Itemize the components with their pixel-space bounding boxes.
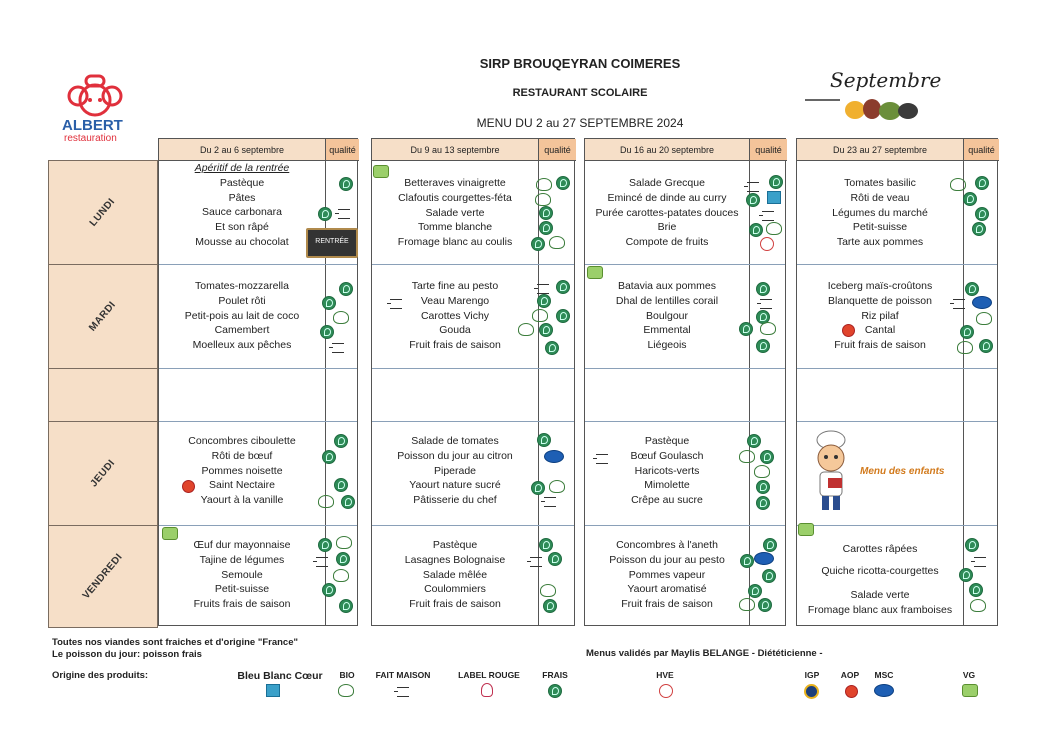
rentree-chalkboard: RENTRÉE [306,228,358,258]
homemade-icon [397,687,409,697]
bio-icon [333,311,349,324]
week-header: Du 16 au 20 septembre [585,139,749,161]
organic-icon [339,599,353,613]
organic-icon [556,309,570,323]
organic-icon [539,323,553,337]
vg-icon [373,165,389,178]
organic-icon [758,598,772,612]
organic-icon [756,339,770,353]
organic-icon [339,177,353,191]
organic-icon [322,450,336,464]
vg-icon [798,523,814,536]
quality-header: qualité [325,139,359,161]
legend-fait-maison: FAIT MAISON [375,670,431,680]
organic-icon [756,496,770,510]
label-rouge-icon [481,683,493,697]
homemade-icon [332,343,344,353]
organic-icon [972,222,986,236]
organic-icon [769,175,783,189]
organic-icon [318,538,332,552]
homemade-icon [530,557,542,567]
msc-icon [754,552,774,565]
september-logo [800,55,942,125]
bio-icon [336,536,352,549]
menu-period: MENU DU 2 au 27 SEPTEMBRE 2024 [476,116,684,130]
organic-icon [556,280,570,294]
homemade-icon [544,497,556,507]
bio-icon [338,684,354,697]
quality-header: qualité [749,139,787,161]
organic-icon [548,552,562,566]
menu-vendredi-week2: Pastèque Lasagnes Bolognaise Salade mêlée Coulommiers Fruit frais de saison [404,539,506,611]
organic-icon [537,433,551,447]
bio-icon [957,341,973,354]
menu-vendredi-week4: Carottes râpées Quiche ricotta-courgettes Salade verte Fromage blanc aux framboises [807,543,953,616]
svg-text:restauration: restauration [64,133,117,144]
homemade-icon [762,211,774,221]
msc-icon [874,684,894,697]
vg-icon [962,684,978,697]
organic-icon [539,538,553,552]
organic-icon [763,538,777,552]
homemade-icon [760,299,772,309]
organic-icon [334,478,348,492]
bio-icon [549,480,565,493]
homemade-icon [338,209,350,219]
kids-menu-label: Menu des enfants [860,466,945,477]
week-header: Du 2 au 6 septembre [159,139,325,161]
organic-icon [336,552,350,566]
organic-icon [548,684,562,698]
organic-icon [539,221,553,235]
organic-icon [322,583,336,597]
menu-lundi-week1: Apéritif de la rentrée Pastèque Pâtes Sauce carbonara Et son râpé Mousse au chocolat [194,162,290,248]
menu-lundi-week2: Betteraves vinaigrette Clafoutis courgettes-féta Salade verte Tomme blanche Fromage blanc au coulis [397,177,513,249]
organic-icon [760,450,774,464]
origin-label: Origine des produits: [52,670,149,681]
legend-frais: FRAIS [542,670,568,680]
org-title: SIRP BROUQEYRAN COIMERES [479,56,681,71]
organic-icon [969,583,983,597]
bio-icon [739,598,755,611]
organic-icon [531,237,545,251]
bleu-blanc-coeur-icon [266,684,280,697]
organic-icon [539,206,553,220]
legend-label-rouge: LABEL ROUGE [458,670,520,680]
organic-icon [979,339,993,353]
igp-icon [804,684,819,699]
bio-icon [518,323,534,336]
aop-icon [182,480,195,493]
organic-icon [756,480,770,494]
organic-icon [746,193,760,207]
bio-icon [549,236,565,249]
bio-icon [950,178,966,191]
homemade-icon [390,299,402,309]
organic-icon [975,207,989,221]
organic-icon [334,434,348,448]
legend-bio: BIO [339,670,355,680]
week-header: Du 9 au 13 septembre [372,139,538,161]
kid-chef-illustration [806,430,856,516]
menu-jeudi-week2: Salade de tomates Poisson du jour au citron Piperade Yaourt nature sucré Pâtisserie du chef [397,435,513,507]
legend-vg: VG [962,670,976,680]
bio-icon [532,309,548,322]
day-label-vendredi: VENDREDI [48,525,158,628]
organic-icon [341,495,355,509]
menu-vendredi-week3: Concombres à l'aneth Poisson du jour au pesto Pommes vapeur Yaourt aromatisé Fruit frais de saison [609,539,725,611]
organic-icon [545,341,559,355]
organic-icon [756,282,770,296]
homemade-icon [537,284,549,294]
organic-icon [318,207,332,221]
menu-jeudi-week3: Pastèque Bœuf Goulasch Haricots-verts Mimolette Crêpe au sucre [630,435,704,507]
organic-icon [960,325,974,339]
organic-icon [320,325,334,339]
menu-mardi-week1: Tomates-mozzarella Poulet rôti Petit-pois au lait de coco Camembert Moelleux aux pêches [184,280,300,352]
organic-icon [747,434,761,448]
footer-note-meat: Toutes nos viandes sont fraiches et d'origine "France" [52,637,299,648]
menu-mardi-week3: Batavia aux pommes Dhal de lentilles corail Boulgour Emmental Liégeois [615,280,719,352]
albert-logo [60,70,140,145]
bio-icon [766,222,782,235]
organic-icon [339,282,353,296]
bio-icon [536,178,552,191]
bio-icon [540,584,556,597]
organic-icon [531,481,545,495]
homemade-icon [747,182,759,192]
aop-icon [845,685,858,698]
homemade-icon [953,299,965,309]
homemade-icon [596,454,608,464]
aop-icon [842,324,855,337]
bio-icon [333,569,349,582]
week-header: Du 23 au 27 septembre [797,139,963,161]
day-label-mardi: MARDI [48,264,158,369]
quality-header: qualité [538,139,576,161]
legend-bleu-blanc-coeur: Bleu Blanc Cœur [237,670,323,682]
svg-text:ALBERT: ALBERT [62,117,123,134]
homemade-icon [974,557,986,567]
bio-icon [318,495,334,508]
menu-mardi-week4: Iceberg maïs-croûtons Blanquette de poisson Riz pilaf Cantal Fruit frais de saison [827,280,933,352]
organic-icon [749,223,763,237]
organic-icon [965,282,979,296]
organic-icon [975,176,989,190]
hve-icon [659,684,673,698]
menu-mardi-week2: Tarte fine au pesto Veau Marengo Carottes Vichy Gouda Fruit frais de saison [409,280,501,352]
bio-icon [754,465,770,478]
msc-icon [544,450,564,463]
day-label-jeudi: JEUDI [48,421,158,526]
day-label-lundi: LUNDI [48,160,158,265]
bio-icon [970,599,986,612]
vg-icon [587,266,603,279]
quality-header: qualité [963,139,999,161]
legend-msc: MSC [874,670,894,680]
bio-icon [535,193,551,206]
menu-lundi-week4: Tomates basilic Rôti de veau Légumes du marché Petit-suisse Tarte aux pommes [832,177,928,249]
organic-icon [543,599,557,613]
organic-icon [748,584,762,598]
organic-icon [556,176,570,190]
organic-icon [963,192,977,206]
organic-icon [965,538,979,552]
menu-jeudi-week1: Concombres ciboulette Rôti de bœuf Pommes noisette Saint Nectaire Yaourt à la vanille [188,435,296,507]
bio-icon [760,322,776,335]
msc-icon [972,296,992,309]
organic-icon [537,294,551,308]
restaurant-title: RESTAURANT SCOLAIRE [512,87,648,99]
footer-validation: Menus validés par Maylis BELANGE - Diététicienne - [586,648,823,659]
legend-aop: AOP [840,670,860,680]
footer-note-fish: Le poisson du jour: poisson frais [52,649,202,660]
bio-icon [739,450,755,463]
svg-text:Septembre: Septembre [830,68,942,92]
bio-icon [976,312,992,325]
organic-icon [959,568,973,582]
menu-vendredi-week1: Œuf dur mayonnaise Tajine de légumes Semoule Petit-suisse Fruits frais de saison [193,539,291,611]
organic-icon [740,554,754,568]
menu-lundi-week3: Salade Grecque Emincé de dinde au curry Purée carottes-patates douces Brie Compote de fruits [595,177,739,249]
organic-icon [739,322,753,336]
legend-igp: IGP [804,670,820,680]
hve-icon [760,237,774,251]
homemade-icon [316,557,328,567]
vg-icon [162,527,178,540]
day-label-empty [48,368,158,422]
organic-icon [762,569,776,583]
organic-icon [322,296,336,310]
legend-hve: HVE [656,670,674,680]
bleu-blanc-coeur-icon [767,191,781,204]
